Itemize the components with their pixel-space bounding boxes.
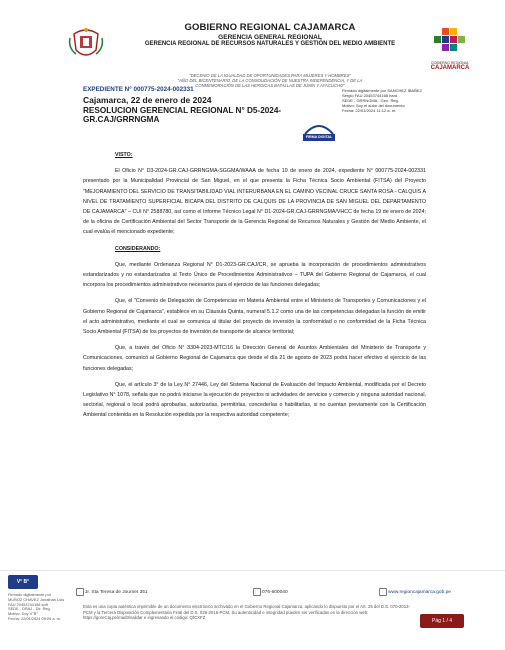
footer-divider	[0, 570, 505, 571]
peru-coat-of-arms-icon	[66, 24, 106, 64]
footer-phone: 076-600040	[262, 590, 288, 595]
cajamarca-logo	[420, 26, 480, 71]
resolution-line: GR.CAJ/GRRNGMA	[83, 114, 160, 124]
web-icon	[379, 588, 387, 596]
considerando-paragraph-2: Que, el "Convenio de Delegación de Competencias en Materia Ambiental entre el Ministerio de Transportes y Comunicaciones y el Gobierno Regional de Cajamarca", establece en su Cláusula Quinta, numeral 5.1.2 como una de las competencias delegadas la función de emitir el acto administrativo, mediante el cual se comunica al titular del proyecto de inversión la conformidad o no conformidad de la Ficha Técnica Socio Ambiental (FITSA) de los proyectos de inversión de transporte de alcance territorial;	[83, 298, 426, 336]
vobo-line: Firmado digitalmente por	[8, 592, 52, 597]
considerando-heading: CONSIDERANDO:	[115, 245, 161, 252]
footer-address: Jr. Sta Teresa de Journet 351	[85, 590, 148, 595]
digital-signature-block	[342, 88, 492, 113]
decenio-line: "AÑO DEL BICENTENARIO, DE LA CONSOLIDACIÓN DE NUESTRA INDEPENDENCIA, Y DE LA	[177, 78, 363, 84]
vobo-signature	[8, 575, 73, 622]
resolution-line: RESOLUCION GERENCIAL REGIONAL N° D5-2024-	[83, 106, 282, 115]
vobo-line: Fecha: 22/01/2024 09:26 a. m.	[8, 615, 61, 621]
visto-heading: VISTO:	[115, 152, 133, 158]
visto-paragraph: El Oficio N° D3-2024-GR.CAJ-GRRNGMA-SGGMA/WAAA de fecha 19 de enero de 2024, expediente N° 000775-2024-002331 presentado por la Municipalidad Provincial de San Miguel, en el que presenta la Ficha Técnica Socio Ambiental (FITSA) del Proyecto "MEJORAMIENTO DEL SERVICIO DE TRANSITABILIDAD VIAL INTERURBANA EN EL CAMINO VECINAL CRUCE SANTA ROSA - CALQUIS A NIVEL DE TRATAMIENTO SUPERFICIAL BICAPA DEL DISTRITO DE CALQUIS DE LA PROVINCIA DE SAN MIGUEL DEL DEPARTAMENTO DE CAJAMARCA" – CUI N° 2588780, así como el Informe Técnico Legal N° D1-2024-GR.CAJ-GRRNGMA/VHCC de fecha 19 de enero de 2024; de la oficina de Certificación Ambiental del Sector Transporte de la Gerencia Regional de Recursos Naturales y Gestión del Medio Ambiente, el cual evalúa el mencionado expediente;	[83, 168, 426, 236]
vobo-line: FAU 20453744168 soft	[8, 601, 48, 607]
signature-line: SEDE - GRRNGMA - Gen. Reg.	[342, 98, 399, 103]
firma-logo-label: FIRMA DIGITAL	[305, 135, 333, 139]
phone-icon	[253, 588, 261, 596]
vobo-line: Motivo: Doy V°B°	[8, 611, 38, 617]
document-body	[83, 150, 426, 427]
vobo-signature-text	[8, 593, 73, 622]
page-number: Pág 1 / 4	[420, 614, 464, 628]
decenio-line: "DECENIO DE LA IGUALDAD DE OPORTUNIDADES PARA MUJERES Y HOMBRES"	[189, 73, 351, 78]
location-icon	[76, 588, 84, 596]
logo-name: CAJAMARCA	[430, 65, 470, 71]
document-date: Cajamarca, 22 de enero de 2024	[83, 95, 212, 105]
vobo-badge: V° B°	[8, 575, 38, 589]
expediente-number: EXPEDIENTE N° 000775-2024-002331	[83, 86, 194, 93]
vobo-line: SEDE - DRAJ - Dir. Reg.	[8, 606, 51, 612]
page-title: GOBIERNO REGIONAL CAJAMARCA	[184, 22, 356, 33]
signature-line: Firmado digitalmente por SANCHEZ IBAÑEZ	[342, 88, 423, 93]
signature-line: Fecha: 22/01/2024 11:12 a. m.	[342, 108, 397, 113]
considerando-paragraph-4: Que, el artículo 3° de la Ley N° 27446, Ley del Sistema Nacional de Evaluación del Impacto Ambiental, modificada por el Decreto Legislativo N° 1078, señala que no podrá iniciarse la ejecución de proyectos ni actividades de servicios y comercio y ninguna autoridad nacional, sectorial, regional o local podrá aprobarlas, autorizarlas, permitirlas, concederlas o habilitarlas, si no cuentan previamente con la Certificación Ambiental contenida en la Resolución expedida por la respectiva autoridad competente;	[83, 381, 426, 419]
vobo-line: MUÑOZ CHAVEZ Jonathan Luis	[8, 596, 65, 602]
header-block	[130, 22, 410, 47]
firma-digital-logo	[301, 120, 337, 142]
considerando-paragraph-1: Que, mediante Ordenanza Regional N° D1-2023-GR.CAJ/CR, se aprueba la incorporación de procedimientos administrativos estandarizados y no estandarizados al Texto Único de Procedimientos Administrativos – TUPA del Gobierno Regional de Cajamarca, el cual incorpora los procedimientos administrativos necesarios para el ejercicio de las funciones delegadas;	[83, 261, 426, 289]
considerando-paragraph-3: Que, a través del Oficio N° 3304-2023-MTC/16 la Dirección General de Asuntos Ambientales del Ministerio de Transporte y Comunicaciones, comunicó al Gobierno Regional de Cajamarca que desde el día 21 de agosto de 2023 podrá hacer efectivo el ejercicio de las funciones delegadas;	[83, 345, 426, 372]
footer-website-link[interactable]: www.regioncajamarca.gob.pe	[388, 590, 451, 595]
signature-line: Motivo: Soy el autor del documento	[342, 103, 405, 108]
header-subtitle-2: GERENCIA REGIONAL DE RECURSOS NATURALES Y GESTIÓN DEL MEDIO AMBIENTE	[144, 41, 396, 47]
authenticity-note: Esta es una copia auténtica imprimible de un documento electrónico archivado en el Gobierno Regional Cajamarca, aplicando lo dispuesto por el Art. 25 del D.S. 070-2013-PCM y la Tercera Disposición Complementaria Final del D.S. 026-2016-PCM. Su autenticidad e integridad pueden ser verificadas en la dirección web: https://goreCaj.pe/mad3/validar e ingresando el código: QfCXFZ	[83, 604, 410, 621]
header-subtitle-1: GERENCIA GENERAL REGIONAL	[218, 34, 322, 41]
resolution-title	[83, 107, 293, 124]
decenio-line: CONMEMORACIÓN DE LAS HEROICAS BATALLAS DE JUNÍN Y AYACUCHO"	[195, 83, 345, 89]
logo-caption: GOBIERNO REGIONAL	[431, 61, 469, 65]
signature-line: Sergio FAU 20453744168 hard	[342, 93, 398, 98]
